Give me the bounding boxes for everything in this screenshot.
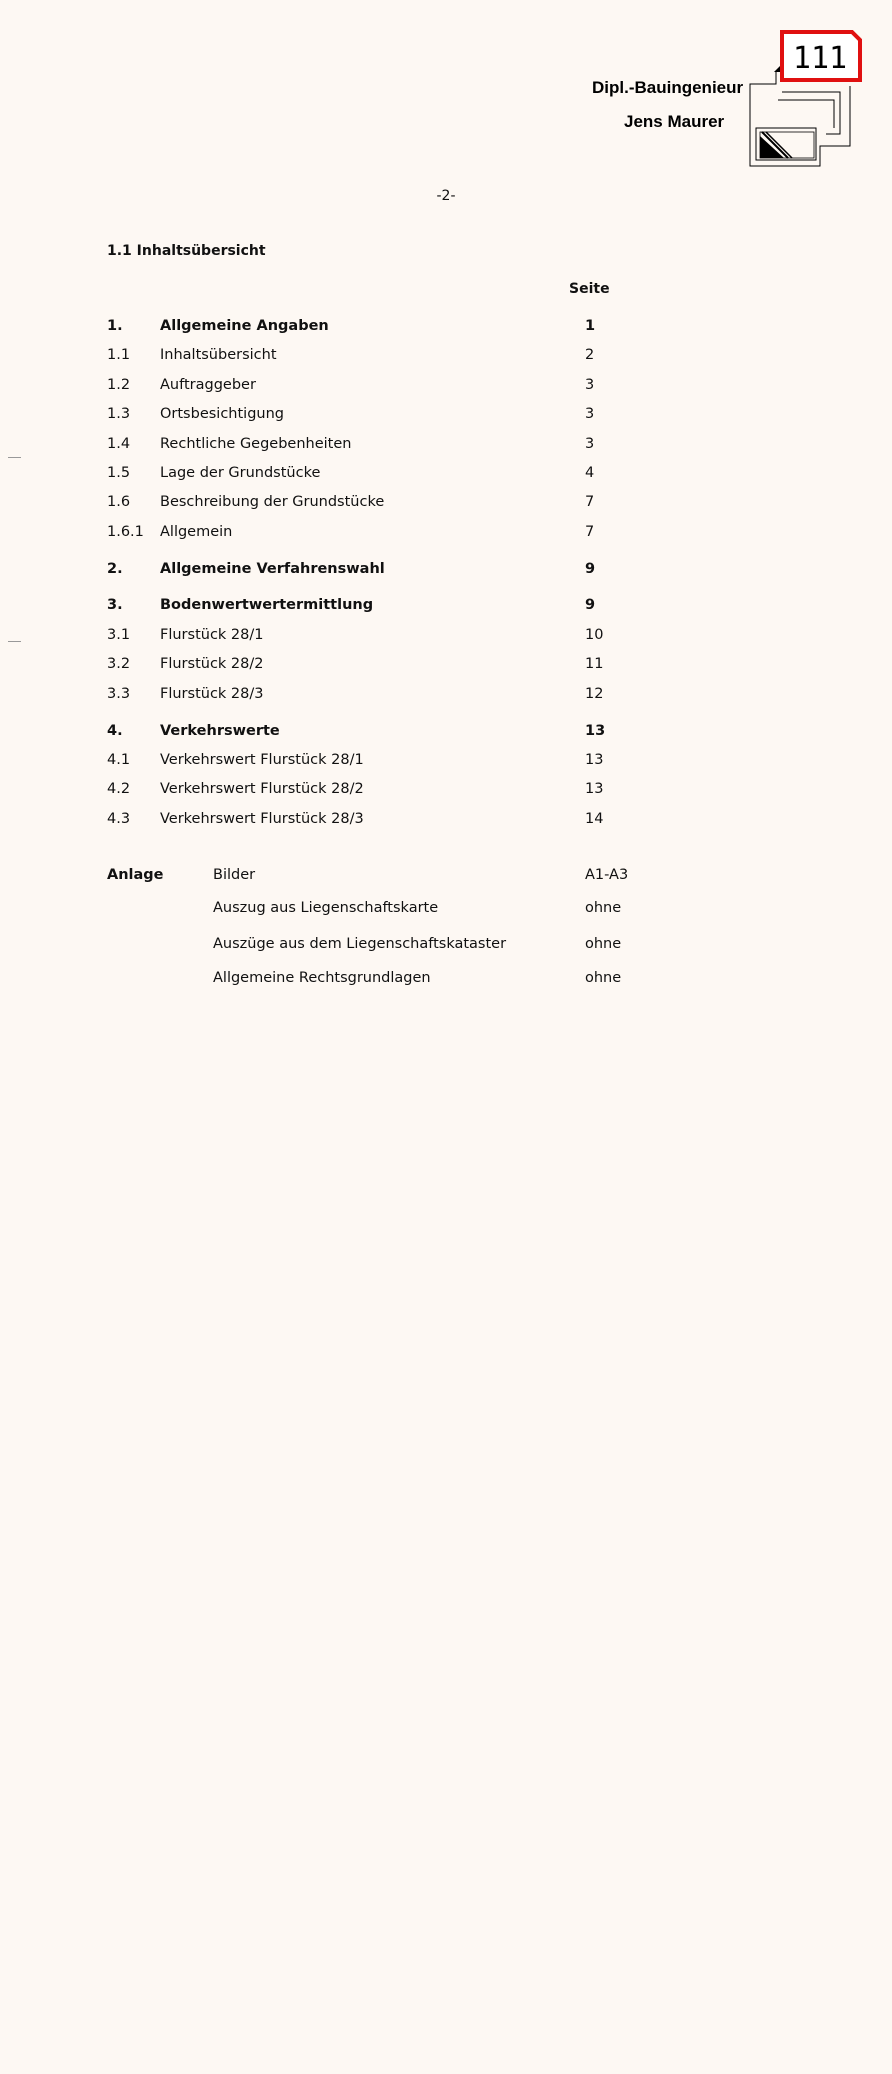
toc-row [0, 723, 892, 743]
toc-num: 1. [107, 318, 123, 334]
toc-page: 7 [585, 494, 595, 510]
toc-row [0, 524, 892, 544]
toc-title: Ortsbesichtigung [160, 406, 284, 422]
toc-page: 14 [585, 811, 604, 827]
toc-page: 2 [585, 347, 595, 363]
appendix-value: A1-A3 [585, 867, 629, 883]
toc-row [0, 811, 892, 831]
toc-title: Allgemeine Angaben [160, 318, 329, 334]
toc-row [0, 318, 892, 338]
toc-title: Allgemein [160, 524, 233, 540]
appendix-item: Auszüge aus dem Liegenschaftskataster [213, 936, 507, 952]
stamp-number: 111 [792, 41, 848, 76]
toc-page: 9 [585, 597, 596, 613]
toc-row [0, 347, 892, 367]
toc-row [0, 597, 892, 617]
toc-page: 13 [585, 723, 606, 739]
appendix-label: Anlage [107, 867, 164, 883]
toc-num: 1.4 [107, 436, 131, 452]
toc-row [0, 686, 892, 706]
toc-num: 1.1 [107, 347, 131, 363]
toc-page: 10 [585, 627, 604, 643]
appendix-row [0, 900, 892, 920]
appendix-value: ohne [585, 900, 622, 916]
toc-title: Auftraggeber [160, 377, 256, 393]
toc-page: 1 [585, 318, 596, 334]
toc-row [0, 406, 892, 426]
toc-title: Flurstück 28/3 [160, 686, 264, 702]
toc-title: Verkehrswerte [160, 723, 280, 739]
toc-num: 3.2 [107, 656, 131, 672]
toc-title: Rechtliche Gegebenheiten [160, 436, 352, 452]
toc-title: Lage der Grundstücke [160, 465, 321, 481]
section-title: 1.1 Inhaltsübersicht [107, 243, 266, 259]
toc-row [0, 781, 892, 801]
toc-num: 4. [107, 723, 123, 739]
page-column-header: Seite [569, 281, 610, 297]
toc-title: Bodenwertwertermittlung [160, 597, 374, 613]
toc-title: Verkehrswert Flurstück 28/1 [160, 752, 364, 768]
toc-row [0, 561, 892, 581]
toc-title: Verkehrswert Flurstück 28/2 [160, 781, 364, 797]
toc-row [0, 436, 892, 456]
toc-num: 1.2 [107, 377, 131, 393]
appendix-value: ohne [585, 936, 622, 952]
toc-page: 13 [585, 752, 604, 768]
toc-page: 4 [585, 465, 595, 481]
toc-page: 12 [585, 686, 604, 702]
toc-title: Flurstück 28/1 [160, 627, 264, 643]
toc-num: 1.3 [107, 406, 131, 422]
appendix-item: Allgemeine Rechtsgrundlagen [213, 970, 431, 986]
toc-title: Verkehrswert Flurstück 28/3 [160, 811, 364, 827]
toc-num: 3.1 [107, 627, 131, 643]
toc-num: 4.3 [107, 811, 131, 827]
header-title: Dipl.-Bauingenieur [592, 78, 744, 97]
toc-num: 1.5 [107, 465, 131, 481]
toc-row [0, 656, 892, 676]
appendix-row [0, 867, 892, 887]
header-name: Jens Maurer [624, 112, 725, 131]
toc-row [0, 627, 892, 647]
appendix-item: Auszug aus Liegenschaftskarte [213, 900, 439, 916]
toc-title: Allgemeine Verfahrenswahl [160, 561, 385, 577]
toc-row [0, 752, 892, 772]
toc-title: Inhaltsübersicht [160, 347, 277, 363]
toc-row [0, 494, 892, 514]
toc-num: 4.2 [107, 781, 131, 797]
toc-page: 11 [585, 656, 604, 672]
toc-page: 13 [585, 781, 604, 797]
appendix-item: Bilder [213, 867, 256, 883]
toc-row [0, 465, 892, 485]
toc-page: 7 [585, 524, 595, 540]
toc-page: 3 [585, 406, 595, 422]
appendix-value: ohne [585, 970, 622, 986]
toc-page: 3 [585, 377, 595, 393]
page-number: -2- [436, 188, 456, 204]
margin-mark [8, 457, 21, 458]
toc-title: Flurstück 28/2 [160, 656, 264, 672]
toc-num: 1.6 [107, 494, 131, 510]
appendix-row [0, 970, 892, 990]
toc-num: 2. [107, 561, 123, 577]
margin-mark [8, 641, 21, 642]
toc-row [0, 377, 892, 397]
appendix-row [0, 936, 892, 956]
toc-num: 3.3 [107, 686, 131, 702]
toc-num: 4.1 [107, 752, 131, 768]
toc-title: Beschreibung der Grundstücke [160, 494, 385, 510]
toc-page: 9 [585, 561, 596, 577]
toc-page: 3 [585, 436, 595, 452]
company-logo [748, 28, 864, 170]
toc-num: 3. [107, 597, 123, 613]
toc-num: 1.6.1 [107, 524, 144, 540]
